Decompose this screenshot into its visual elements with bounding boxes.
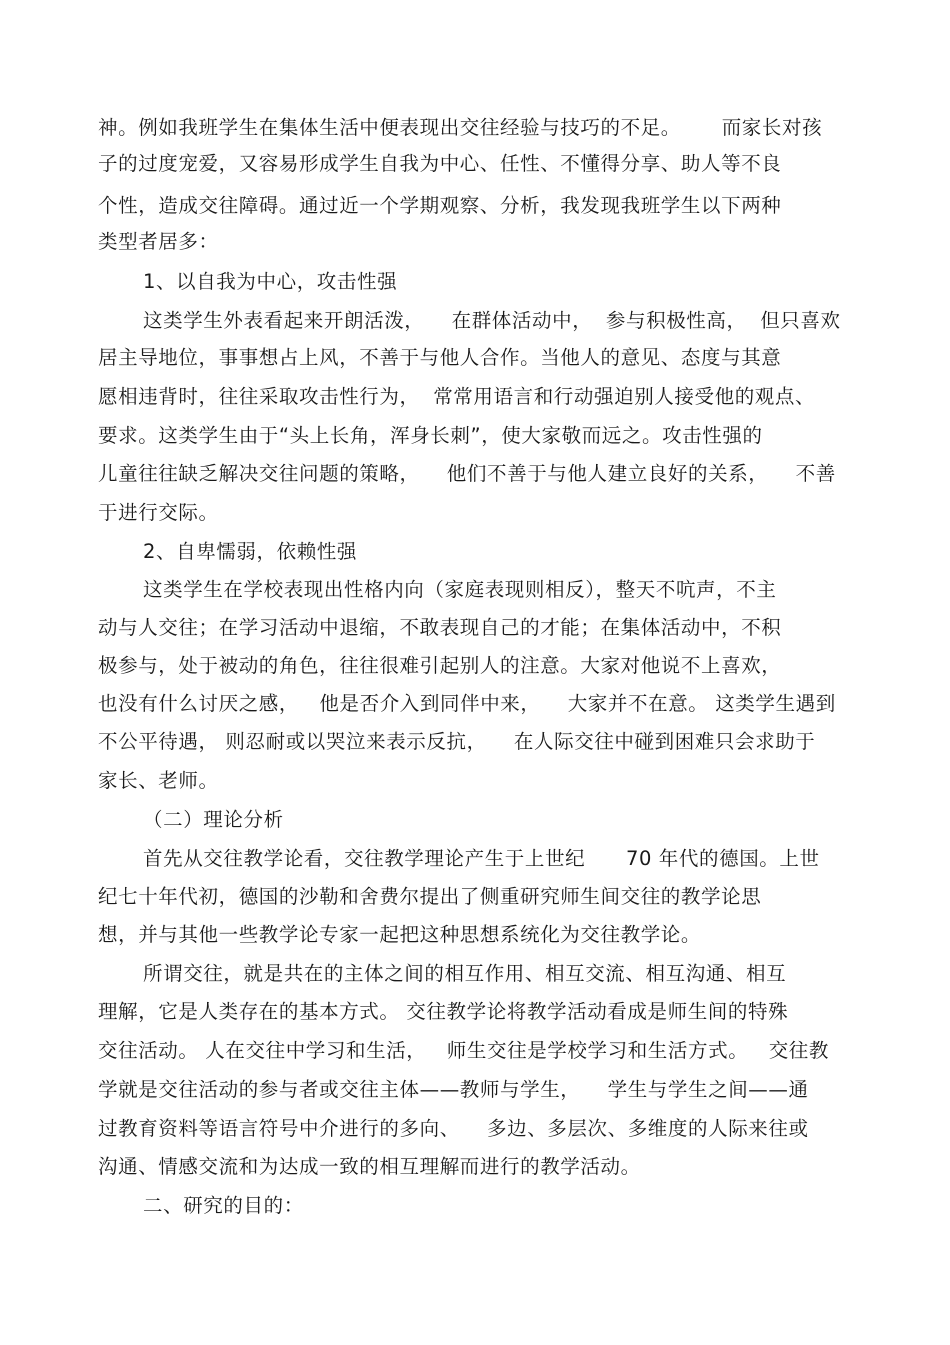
text-line: 所谓交往，就是共在的主体之间的相互作用、相互交流、相互沟通、相互 [143, 962, 787, 985]
text-line: 子的过度宠爱，又容易形成学生自我为中心、任性、不懂得分享、助人等不良 [98, 152, 782, 175]
section-heading: 1、以自我为中心，攻击性强 [143, 270, 398, 293]
text-line: 这类学生外表看起来开朗活泼， 在群体活动中， 参与积极性高， 但只喜欢 [143, 309, 841, 332]
text-line: 居主导地位，事事想占上风，不善于与他人合作。当他人的意见、态度与其意 [98, 346, 782, 369]
text-line: 这类学生在学校表现出性格内向（家庭表现则相反），整天不吭声，不主 [143, 578, 777, 601]
text-line: 不公平待遇， 则忍耐或以哭泣来表示反抗， 在人际交往中碰到困难只会求助于 [98, 730, 816, 753]
text-line: 交往活动。 人在交往中学习和生活， 师生交往是学校学习和生活方式。 交往教 [98, 1039, 829, 1062]
text-line: 过教育资料等语言符号中介进行的多向、 多边、多层次、多维度的人际来往或 [98, 1117, 809, 1140]
text-line: 神。例如我班学生在集体生活中便表现出交往经验与技巧的不足。 而家长对孩 [98, 116, 823, 139]
text-line: 首先从交往教学论看，交往教学理论产生于上世纪 70 年代的德国。上世 [143, 847, 820, 870]
section-heading: （二）理论分析 [143, 808, 284, 831]
text-line: 极参与，处于被动的角色，往往很难引起别人的注意。大家对他说不上喜欢， [98, 654, 782, 677]
text-line: 动与人交往；在学习活动中退缩，不敢表现自己的才能；在集体活动中，不积 [98, 616, 782, 639]
text-line: 也没有什么讨厌之感， 他是否介入到同伴中来， 大家并不在意。 这类学生遇到 [98, 692, 836, 715]
text-line: 儿童往往缺乏解决交往问题的策略， 他们不善于与他人建立良好的关系， 不善 [98, 462, 836, 485]
text-line: 愿相违背时，往往采取攻击性行为， 常常用语言和行动强迫别人接受他的观点、 [98, 385, 816, 408]
text-line: 想，并与其他一些教学论专家一起把这种思想系统化为交往教学论。 [98, 923, 702, 946]
section-heading: 2、自卑懦弱，依赖性强 [143, 540, 358, 563]
text-line: 理解，它是人类存在的基本方式。 交往教学论将教学活动看成是师生间的特殊 [98, 1000, 789, 1023]
text-line: 纪七十年代初，德国的沙勒和舍费尔提出了侧重研究师生间交往的教学论思 [98, 885, 762, 908]
text-line: 学就是交往活动的参与者或交往主体——教师与学生， 学生与学生之间——通 [98, 1078, 809, 1101]
text-line: 家长、老师。 [98, 769, 219, 792]
text-line: 要求。这类学生由于“头上长角，浑身长刺”，使大家敬而远之。攻击性强的 [98, 424, 763, 447]
text-line: 于进行交际。 [98, 501, 219, 524]
text-line: 沟通、情感交流和为达成一致的相互理解而进行的教学活动。 [98, 1155, 641, 1178]
text-line: 个性，造成交往障碍。通过近一个学期观察、分析，我发现我班学生以下两种 [98, 194, 782, 217]
text-line: 类型者居多： [98, 230, 219, 253]
section-heading: 二、研究的目的： [143, 1194, 304, 1217]
